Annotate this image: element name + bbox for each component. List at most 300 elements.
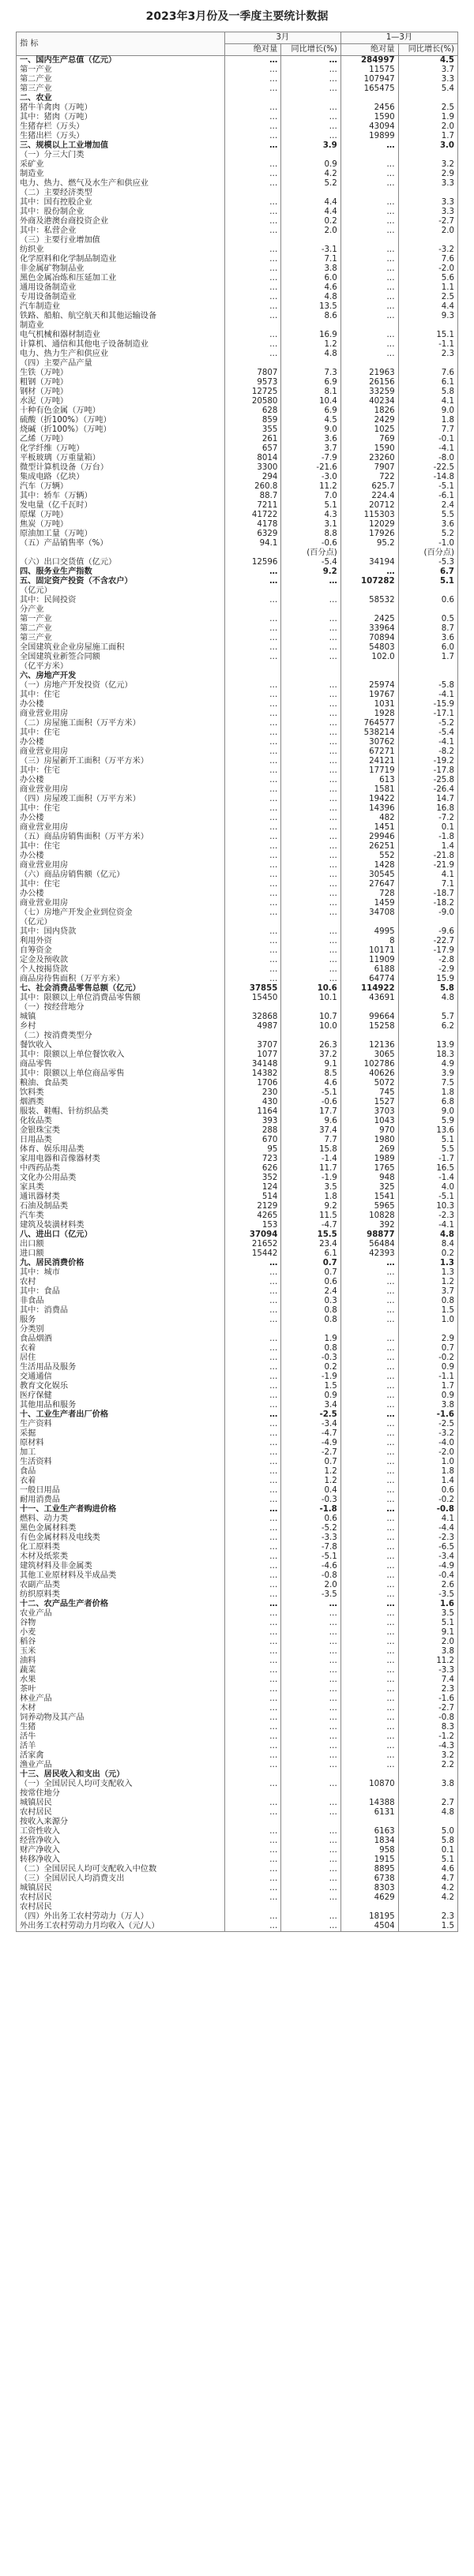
- row-ytd-abs: …: [340, 1694, 398, 1704]
- row-indicator: 六、房地产开发: [17, 672, 225, 681]
- table-row: [17, 1126, 458, 1136]
- row-indicator: 十二、农产品生产者价格: [17, 1600, 225, 1609]
- row-ytd-abs: …: [340, 141, 398, 151]
- row-ytd-yoy: 7.1: [398, 880, 457, 889]
- row-ytd-yoy: 5.7: [398, 1013, 457, 1022]
- table-row: [17, 1363, 458, 1372]
- row-ytd-abs: 4504: [340, 1922, 398, 1932]
- row-indicator: 办公楼: [17, 852, 225, 861]
- table-row: [17, 1136, 458, 1145]
- row-indicator: 食品: [17, 1467, 225, 1477]
- row-month-abs: 288: [224, 1126, 281, 1136]
- row-ytd-abs: 1527: [340, 1098, 398, 1107]
- row-ytd-abs: 1989: [340, 1155, 398, 1164]
- row-ytd-abs: 325: [340, 1183, 398, 1193]
- table-row: [17, 880, 458, 889]
- row-month-yoy: …: [281, 1638, 340, 1647]
- row-ytd-abs: 722: [340, 473, 398, 482]
- row-month-abs: …: [224, 122, 281, 132]
- row-ytd-abs: 165475: [340, 84, 398, 94]
- row-ytd-abs: 21963: [340, 369, 398, 378]
- row-ytd-yoy: [398, 359, 457, 369]
- row-ytd-yoy: [398, 662, 457, 672]
- row-ytd-abs: …: [340, 1647, 398, 1657]
- row-ytd-yoy: 4.2: [398, 1884, 457, 1893]
- row-indicator: 乡村: [17, 1022, 225, 1032]
- row-ytd-abs: 613: [340, 776, 398, 785]
- table-row: [17, 84, 458, 94]
- row-indicator: 采矿业: [17, 160, 225, 170]
- row-indicator: 原材料: [17, 1439, 225, 1448]
- row-month-abs: …: [224, 814, 281, 823]
- table-row: [17, 1022, 458, 1032]
- row-ytd-yoy: 1.0: [398, 1458, 457, 1467]
- row-ytd-yoy: -22.7: [398, 937, 457, 946]
- row-month-yoy: …: [281, 861, 340, 871]
- row-month-abs: 2129: [224, 1202, 281, 1211]
- row-indicator: 家具类: [17, 1183, 225, 1193]
- table-row: [17, 520, 458, 530]
- row-ytd-abs: 25974: [340, 681, 398, 691]
- row-ytd-yoy: 3.6: [398, 520, 457, 530]
- row-ytd-yoy: 8.4: [398, 1240, 457, 1249]
- row-month-abs: …: [224, 1515, 281, 1524]
- row-month-yoy: …: [281, 1619, 340, 1628]
- row-ytd-abs: 1581: [340, 785, 398, 795]
- row-month-abs: …: [224, 1543, 281, 1552]
- row-indicator: 五、固定资产投资（不含农户）: [17, 577, 225, 586]
- row-indicator: 第一产业: [17, 66, 225, 75]
- row-ytd-yoy: 5.5: [398, 511, 457, 520]
- row-month-abs: …: [224, 1287, 281, 1297]
- table-row: [17, 814, 458, 823]
- row-month-yoy: …: [281, 880, 340, 889]
- row-month-yoy: 8.1: [281, 388, 340, 397]
- row-ytd-abs: 6738: [340, 1874, 398, 1884]
- row-ytd-yoy: -1.2: [398, 1732, 457, 1742]
- row-month-yoy: …: [281, 738, 340, 747]
- row-ytd-abs: 10171: [340, 946, 398, 956]
- header-month-yoy: 同比增长(%): [281, 44, 340, 56]
- row-ytd-yoy: 14.7: [398, 795, 457, 804]
- row-month-abs: …: [224, 1647, 281, 1657]
- row-ytd-yoy: 5.8: [398, 984, 457, 994]
- row-ytd-abs: …: [340, 1562, 398, 1571]
- row-indicator: 生猪出栏（万头）: [17, 132, 225, 141]
- table-row: [17, 66, 458, 75]
- row-ytd-yoy: -4.1: [398, 1221, 457, 1230]
- row-month-abs: …: [224, 1732, 281, 1742]
- row-indicator: 渔业产品: [17, 1761, 225, 1770]
- row-indicator: 一、国内生产总值（亿元）: [17, 56, 225, 66]
- row-month-yoy: 7.1: [281, 255, 340, 264]
- row-indicator: 活羊: [17, 1742, 225, 1751]
- row-indicator: 定金及预收款: [17, 956, 225, 965]
- table-row: [17, 340, 458, 350]
- row-ytd-yoy: 1.8: [398, 1088, 457, 1098]
- row-month-abs: 41722: [224, 511, 281, 520]
- row-month-yoy: 9.2: [281, 1202, 340, 1211]
- row-ytd-yoy: 1.9: [398, 113, 457, 122]
- row-month-abs: …: [224, 1581, 281, 1590]
- row-ytd-yoy: -1.6: [398, 1410, 457, 1420]
- header-ytd: 1—3月: [340, 32, 457, 44]
- row-ytd-abs: …: [340, 1505, 398, 1515]
- table-row: [17, 274, 458, 283]
- row-indicator: 粮油、食品类: [17, 1079, 225, 1088]
- row-ytd-yoy: 3.2: [398, 160, 457, 170]
- row-ytd-yoy: 5.1: [398, 1619, 457, 1628]
- row-month-yoy: 8.6: [281, 312, 340, 321]
- row-month-yoy: …: [281, 1609, 340, 1619]
- table-row: [17, 1732, 458, 1742]
- row-month-yoy: -5.2: [281, 1524, 340, 1533]
- table-row: [17, 1619, 458, 1628]
- table-row: [17, 1391, 458, 1401]
- row-indicator: 经营净收入: [17, 1837, 225, 1846]
- table-row: [17, 416, 458, 425]
- row-indicator: 其中：限额以上单位商品零售: [17, 1069, 225, 1079]
- header-month: 3月: [224, 32, 340, 44]
- row-ytd-abs: [340, 1032, 398, 1041]
- row-ytd-abs: …: [340, 1410, 398, 1420]
- row-indicator: 中西药品类: [17, 1164, 225, 1174]
- row-month-abs: 626: [224, 1164, 281, 1174]
- row-month-yoy: [281, 1003, 340, 1013]
- row-month-yoy: 4.2: [281, 170, 340, 179]
- table-row: [17, 1211, 458, 1221]
- row-month-abs: 723: [224, 1155, 281, 1164]
- row-ytd-yoy: 0.6: [398, 1486, 457, 1496]
- row-month-abs: 859: [224, 416, 281, 425]
- row-month-yoy: 6.9: [281, 378, 340, 388]
- table-row: [17, 1382, 458, 1391]
- row-ytd-yoy: 0.8: [398, 1297, 457, 1306]
- row-month-yoy: [281, 918, 340, 927]
- row-month-abs: 37094: [224, 1230, 281, 1240]
- row-month-abs: …: [224, 1401, 281, 1410]
- header-ytd-abs: 绝对量: [340, 44, 398, 56]
- row-ytd-abs: …: [340, 170, 398, 179]
- row-month-abs: …: [224, 217, 281, 227]
- row-month-abs: …: [224, 1780, 281, 1789]
- row-month-abs: …: [224, 293, 281, 302]
- row-indicator: 体育、娱乐用品类: [17, 1145, 225, 1155]
- row-month-abs: …: [224, 1316, 281, 1325]
- row-month-yoy: …: [281, 728, 340, 738]
- row-month-yoy: …: [281, 1628, 340, 1638]
- row-ytd-abs: 18195: [340, 1912, 398, 1922]
- table-row: [17, 833, 458, 842]
- row-indicator: 文化办公用品类: [17, 1174, 225, 1183]
- table-row: [17, 956, 458, 965]
- row-ytd-abs: 1541: [340, 1193, 398, 1202]
- row-ytd-abs: …: [340, 1363, 398, 1372]
- row-ytd-yoy: -2.3: [398, 1533, 457, 1543]
- row-ytd-abs: …: [340, 1382, 398, 1391]
- table-row: [17, 823, 458, 833]
- row-month-abs: …: [224, 113, 281, 122]
- row-ytd-yoy: 9.0: [398, 406, 457, 416]
- row-indicator: 农村居民: [17, 1903, 225, 1912]
- table-row: [17, 918, 458, 927]
- row-indicator: 其他工业原材料及半成品类: [17, 1571, 225, 1581]
- table-row: [17, 653, 458, 662]
- row-month-yoy: 15.8: [281, 1145, 340, 1155]
- row-month-yoy: (百分点): [281, 549, 340, 558]
- row-indicator: （二）主要经济类型: [17, 189, 225, 198]
- row-ytd-abs: [340, 359, 398, 369]
- row-indicator: 十一、工业生产者购进价格: [17, 1505, 225, 1515]
- row-month-abs: …: [224, 170, 281, 179]
- row-ytd-yoy: 2.6: [398, 1581, 457, 1590]
- table-row: [17, 189, 458, 198]
- row-month-yoy: [281, 672, 340, 681]
- row-month-yoy: …: [281, 113, 340, 122]
- row-ytd-abs: 1025: [340, 425, 398, 435]
- table-row: [17, 75, 458, 84]
- row-ytd-abs: 8303: [340, 1884, 398, 1893]
- row-month-yoy: …: [281, 757, 340, 766]
- row-ytd-abs: …: [340, 1420, 398, 1429]
- row-ytd-abs: 17719: [340, 766, 398, 776]
- table-row: [17, 141, 458, 151]
- row-month-yoy: 2.4: [281, 1287, 340, 1297]
- row-ytd-abs: 3065: [340, 1050, 398, 1060]
- row-ytd-yoy: 5.8: [398, 1837, 457, 1846]
- row-ytd-abs: 40626: [340, 1069, 398, 1079]
- row-indicator: 活牛: [17, 1732, 225, 1742]
- row-month-abs: 8014: [224, 454, 281, 463]
- row-month-yoy: …: [281, 84, 340, 94]
- row-month-yoy: …: [281, 1751, 340, 1761]
- row-month-abs: 352: [224, 1174, 281, 1183]
- row-ytd-abs: …: [340, 1533, 398, 1543]
- table-row: [17, 103, 458, 113]
- row-indicator: 水泥（万吨）: [17, 397, 225, 406]
- row-ytd-abs: [340, 605, 398, 615]
- row-month-yoy: [281, 359, 340, 369]
- row-month-yoy: 11.2: [281, 482, 340, 492]
- row-indicator: （三）全国居民人均消费支出: [17, 1874, 225, 1884]
- row-ytd-yoy: -7.2: [398, 814, 457, 823]
- row-ytd-yoy: [398, 1903, 457, 1912]
- row-ytd-abs: 12029: [340, 520, 398, 530]
- row-ytd-yoy: -2.0: [398, 1448, 457, 1458]
- row-month-yoy: …: [281, 1780, 340, 1789]
- table-row: [17, 122, 458, 132]
- row-ytd-yoy: 0.7: [398, 1344, 457, 1354]
- row-month-yoy: 0.2: [281, 217, 340, 227]
- row-ytd-abs: 11575: [340, 66, 398, 75]
- row-month-yoy: 1.2: [281, 340, 340, 350]
- row-month-yoy: 5.1: [281, 501, 340, 511]
- row-ytd-abs: 56484: [340, 1240, 398, 1249]
- table-row: [17, 1098, 458, 1107]
- row-indicator: （一）房地产开发投资（亿元）: [17, 681, 225, 691]
- row-ytd-abs: …: [340, 283, 398, 293]
- row-indicator: 十三、居民收入和支出（元）: [17, 1770, 225, 1780]
- row-ytd-abs: 12136: [340, 1041, 398, 1050]
- row-month-yoy: …: [281, 1874, 340, 1884]
- table-row: [17, 615, 458, 624]
- row-ytd-abs: …: [340, 1515, 398, 1524]
- row-ytd-yoy: -21.9: [398, 861, 457, 871]
- row-ytd-abs: …: [340, 198, 398, 208]
- row-month-abs: …: [224, 1685, 281, 1694]
- row-ytd-yoy: 7.5: [398, 1079, 457, 1088]
- table-row: [17, 747, 458, 757]
- row-month-abs: [224, 1789, 281, 1799]
- table-row: [17, 227, 458, 236]
- table-row: [17, 293, 458, 302]
- table-row: [17, 1799, 458, 1808]
- row-ytd-abs: 26251: [340, 842, 398, 852]
- row-month-yoy: 0.8: [281, 1344, 340, 1354]
- row-month-abs: …: [224, 255, 281, 264]
- table-row: [17, 567, 458, 577]
- table-row: [17, 1685, 458, 1694]
- row-month-abs: …: [224, 710, 281, 719]
- row-indicator: （四）主要产品产量: [17, 359, 225, 369]
- row-indicator: 自筹资金: [17, 946, 225, 956]
- row-month-yoy: …: [281, 1704, 340, 1713]
- table-row: [17, 728, 458, 738]
- row-month-yoy: 16.9: [281, 331, 340, 340]
- row-ytd-abs: 2456: [340, 103, 398, 113]
- row-ytd-abs: 1451: [340, 823, 398, 833]
- row-indicator: 耐用消费品: [17, 1496, 225, 1505]
- row-month-abs: [224, 321, 281, 331]
- row-month-yoy: 6.0: [281, 274, 340, 283]
- row-month-yoy: …: [281, 1713, 340, 1723]
- row-ytd-yoy: 4.8: [398, 994, 457, 1003]
- row-indicator: 转移净收入: [17, 1855, 225, 1865]
- table-row: [17, 1202, 458, 1211]
- row-month-yoy: -4.6: [281, 1562, 340, 1571]
- table-row: [17, 1657, 458, 1666]
- row-indicator: 通用设备制造业: [17, 283, 225, 293]
- row-ytd-yoy: -5.1: [398, 482, 457, 492]
- row-month-yoy: 4.8: [281, 350, 340, 359]
- table-row: [17, 984, 458, 994]
- row-ytd-abs: 1915: [340, 1855, 398, 1865]
- row-indicator: 非金属矿物制品业: [17, 264, 225, 274]
- row-month-yoy: …: [281, 1865, 340, 1874]
- table-row: [17, 946, 458, 956]
- row-indicator: 其中：住宅: [17, 842, 225, 852]
- row-ytd-yoy: 5.6: [398, 274, 457, 283]
- row-indicator: 化妆品类: [17, 1117, 225, 1126]
- row-ytd-abs: 17926: [340, 530, 398, 539]
- row-month-yoy: 23.4: [281, 1240, 340, 1249]
- row-month-yoy: -1.8: [281, 1505, 340, 1515]
- row-ytd-yoy: 8.7: [398, 624, 457, 634]
- row-ytd-yoy: -18.2: [398, 899, 457, 908]
- row-indicator: 其中：限额以上单位餐饮收入: [17, 1050, 225, 1060]
- row-ytd-yoy: [398, 151, 457, 160]
- table-row: [17, 1372, 458, 1382]
- row-month-abs: 355: [224, 425, 281, 435]
- row-ytd-abs: …: [340, 255, 398, 264]
- row-indicator: 其中：住宅: [17, 691, 225, 700]
- row-ytd-yoy: 6.7: [398, 567, 457, 577]
- statistics-table: [16, 32, 458, 1932]
- row-ytd-yoy: -4.9: [398, 1562, 457, 1571]
- row-ytd-abs: …: [340, 1732, 398, 1742]
- row-ytd-yoy: [398, 1789, 457, 1799]
- row-ytd-abs: 115303: [340, 511, 398, 520]
- row-month-abs: …: [224, 1571, 281, 1581]
- row-month-abs: …: [224, 66, 281, 75]
- row-ytd-yoy: -4.1: [398, 444, 457, 454]
- table-row: [17, 1865, 458, 1874]
- row-month-yoy: 0.7: [281, 1458, 340, 1467]
- table-row: [17, 208, 458, 217]
- row-ytd-abs: 4995: [340, 927, 398, 937]
- row-month-yoy: …: [281, 719, 340, 728]
- row-indicator: 汽车制造业: [17, 302, 225, 312]
- row-month-yoy: -0.8: [281, 1571, 340, 1581]
- table-row: [17, 1325, 458, 1335]
- row-month-abs: 21652: [224, 1240, 281, 1249]
- row-ytd-abs: 43094: [340, 122, 398, 132]
- row-month-abs: …: [224, 975, 281, 984]
- row-month-abs: …: [224, 946, 281, 956]
- row-indicator: 商业营业用房: [17, 747, 225, 757]
- table-row: [17, 406, 458, 416]
- row-indicator: 食品烟酒: [17, 1335, 225, 1344]
- row-indicator: 出口额: [17, 1240, 225, 1249]
- row-indicator: 其中：国内贷款: [17, 927, 225, 937]
- table-row: [17, 1818, 458, 1827]
- table-row: [17, 681, 458, 691]
- row-ytd-yoy: 4.6: [398, 1865, 457, 1874]
- row-ytd-abs: …: [340, 1335, 398, 1344]
- row-month-yoy: …: [281, 1732, 340, 1742]
- row-month-abs: …: [224, 1486, 281, 1496]
- row-indicator: （六）出口交货值（亿元）: [17, 558, 225, 567]
- row-ytd-yoy: -2.7: [398, 1704, 457, 1713]
- row-ytd-abs: …: [340, 1666, 398, 1676]
- row-ytd-yoy: -9.0: [398, 908, 457, 918]
- row-month-abs: 294: [224, 473, 281, 482]
- row-ytd-yoy: 5.5: [398, 1145, 457, 1155]
- row-month-yoy: 4.4: [281, 208, 340, 217]
- row-month-yoy: -5.4: [281, 558, 340, 567]
- row-month-abs: …: [224, 1676, 281, 1685]
- row-month-abs: …: [224, 634, 281, 643]
- row-indicator: 商业营业用房: [17, 861, 225, 871]
- row-ytd-abs: 1590: [340, 113, 398, 122]
- header-indicator: 指 标: [17, 32, 225, 56]
- row-month-yoy: …: [281, 956, 340, 965]
- row-ytd-yoy: -5.3: [398, 558, 457, 567]
- table-row: [17, 1401, 458, 1410]
- row-indicator: （一）全国居民人均可支配收入: [17, 1780, 225, 1789]
- row-ytd-abs: …: [340, 160, 398, 170]
- row-indicator: 服装、鞋帽、针纺织品类: [17, 1107, 225, 1117]
- row-ytd-abs: 3703: [340, 1107, 398, 1117]
- row-month-abs: 15450: [224, 994, 281, 1003]
- row-ytd-abs: [340, 1325, 398, 1335]
- row-month-yoy: -3.5: [281, 1590, 340, 1600]
- table-row: [17, 1145, 458, 1155]
- row-ytd-abs: [340, 672, 398, 681]
- row-ytd-abs: …: [340, 1467, 398, 1477]
- row-ytd-yoy: [398, 1818, 457, 1827]
- row-ytd-yoy: [398, 236, 457, 245]
